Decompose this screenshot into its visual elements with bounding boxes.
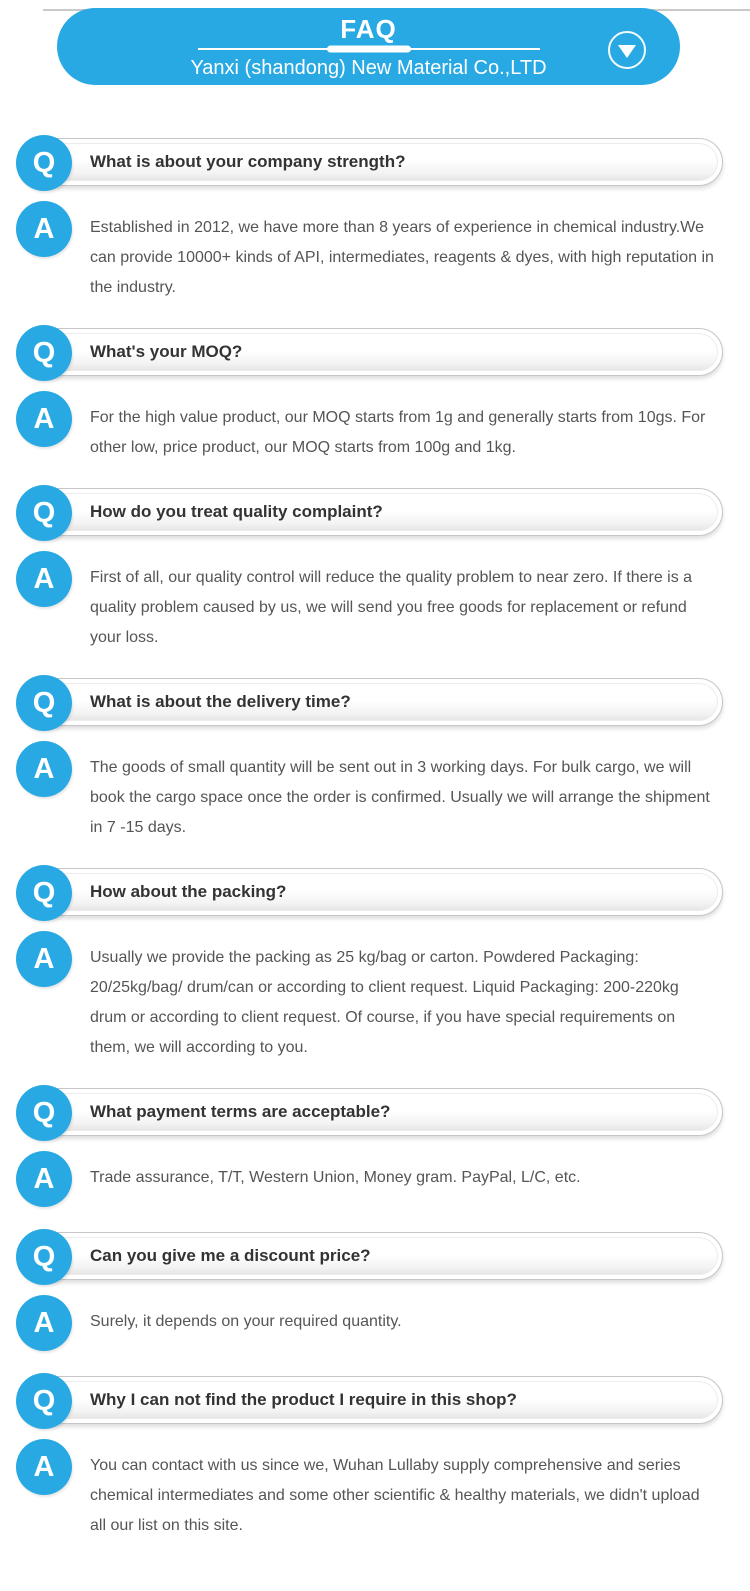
question-text: Can you give me a discount price? — [90, 1246, 371, 1265]
q-badge — [16, 325, 72, 381]
answer-row — [0, 1439, 750, 1541]
collapse-toggle-button[interactable] — [608, 31, 646, 69]
answer-row — [0, 551, 750, 653]
question-text: What is about your company strength? — [90, 152, 406, 171]
divider-accent — [327, 46, 411, 53]
a-badge-letter: A — [33, 402, 55, 435]
question-bar[interactable] — [30, 488, 723, 536]
a-badge — [16, 201, 72, 257]
question-bar[interactable] — [30, 328, 723, 376]
faq-list — [0, 135, 750, 1541]
faq-header — [57, 8, 680, 85]
question-bar-inner — [32, 873, 718, 911]
question-row — [0, 1229, 750, 1285]
question-bar[interactable] — [30, 678, 723, 726]
question-text: How about the packing? — [90, 882, 287, 901]
question-bar[interactable] — [30, 1232, 723, 1280]
question-bar-inner — [32, 1381, 718, 1419]
a-badge-letter: A — [33, 212, 55, 245]
answer-row — [0, 741, 750, 843]
answer-text: Established in 2012, we have more than 8 years of experience in chemical industry.We can provide 10000+ kinds of API, intermediates, reagents & dyes, with high reputation in the industry. — [90, 219, 714, 296]
answer-row — [0, 201, 750, 303]
answer-row — [0, 1151, 750, 1207]
faq-item — [0, 485, 750, 653]
answer-text: The goods of small quantity will be sent out in 3 working days. For bulk cargo, we will book the cargo space once the order is confirmed. Usually we will arrange the shipment in 7 -15 days. — [90, 759, 710, 836]
question-row — [0, 865, 750, 921]
a-badge — [16, 741, 72, 797]
a-badge-letter: A — [33, 1450, 55, 1483]
faq-item — [0, 1085, 750, 1207]
q-badge — [16, 135, 72, 191]
faq-item — [0, 675, 750, 843]
q-badge — [16, 485, 72, 541]
question-text: What is about the delivery time? — [90, 692, 351, 711]
a-badge — [16, 551, 72, 607]
answer-text: Usually we provide the packing as 25 kg/bag or carton. Powdered Packaging: 20/25kg/bag/ drum/can or according to client request. Liquid Packaging: 200-220kg drum or according to client request. Of course, if you have special requirements on them, we will according to you. — [90, 949, 679, 1056]
a-badge — [16, 391, 72, 447]
answer-text: Surely, it depends on your required quantity. — [90, 1313, 402, 1330]
q-badge — [16, 1085, 72, 1141]
q-badge-letter: Q — [32, 336, 56, 369]
question-bar[interactable] — [30, 138, 723, 186]
a-badge — [16, 931, 72, 987]
question-text: How do you treat quality complaint? — [90, 502, 383, 521]
question-bar-inner — [32, 333, 718, 371]
chevron-down-icon — [618, 45, 636, 58]
answer-text: You can contact with us since we, Wuhan Lullaby supply comprehensive and series chemical intermediates and some other scientific & healthy materials, we didn't upload all our list on this site. — [90, 1457, 700, 1534]
question-bar-inner — [32, 1237, 718, 1275]
a-badge-letter: A — [33, 942, 55, 975]
a-badge-letter: A — [33, 562, 55, 595]
faq-item — [0, 865, 750, 1063]
q-badge — [16, 1373, 72, 1429]
question-bar[interactable] — [30, 1376, 723, 1424]
answer-text: First of all, our quality control will reduce the quality problem to near zero. If there is a quality problem caused by us, we will send you free goods for replacement or refund your loss. — [90, 569, 693, 646]
a-badge — [16, 1295, 72, 1351]
q-badge — [16, 675, 72, 731]
answer-row — [0, 1295, 750, 1351]
question-text: What's your MOQ? — [90, 342, 243, 361]
q-badge — [16, 865, 72, 921]
question-row — [0, 1373, 750, 1429]
question-bar-inner — [32, 143, 718, 181]
a-badge-letter: A — [33, 1306, 55, 1339]
answer-text: Trade assurance, T/T, Western Union, Money gram. PayPal, L/C, etc. — [90, 1169, 581, 1186]
faq-item — [0, 1229, 750, 1351]
header-text-block — [57, 8, 680, 85]
answer-text: For the high value product, our MOQ starts from 1g and generally starts from 10gs. For other low, price product, our MOQ starts from 100g and 1kg. — [90, 409, 706, 456]
question-text: What payment terms are acceptable? — [90, 1102, 391, 1121]
company-name: Yanxi (shandong) New Material Co.,LTD — [190, 57, 547, 79]
a-badge — [16, 1151, 72, 1207]
question-row — [0, 325, 750, 381]
q-badge-letter: Q — [32, 496, 56, 529]
question-row — [0, 1085, 750, 1141]
a-badge-letter: A — [33, 1162, 55, 1195]
a-badge — [16, 1439, 72, 1495]
answer-row — [0, 931, 750, 1063]
header-divider — [198, 48, 540, 50]
q-badge-letter: Q — [32, 146, 56, 179]
question-bar-inner — [32, 493, 718, 531]
faq-item — [0, 135, 750, 303]
question-bar-inner — [32, 683, 718, 721]
q-badge — [16, 1229, 72, 1285]
question-bar[interactable] — [30, 1088, 723, 1136]
question-text: Why I can not find the product I require in this shop? — [90, 1390, 517, 1409]
q-badge-letter: Q — [32, 876, 56, 909]
question-row — [0, 485, 750, 541]
question-bar-inner — [32, 1093, 718, 1131]
a-badge-letter: A — [33, 752, 55, 785]
question-row — [0, 675, 750, 731]
question-row — [0, 135, 750, 191]
q-badge-letter: Q — [32, 1240, 56, 1273]
question-bar[interactable] — [30, 868, 723, 916]
q-badge-letter: Q — [32, 1384, 56, 1417]
q-badge-letter: Q — [32, 686, 56, 719]
answer-row — [0, 391, 750, 463]
faq-title: FAQ — [340, 14, 397, 44]
faq-item — [0, 325, 750, 463]
faq-item — [0, 1373, 750, 1541]
q-badge-letter: Q — [32, 1096, 56, 1129]
